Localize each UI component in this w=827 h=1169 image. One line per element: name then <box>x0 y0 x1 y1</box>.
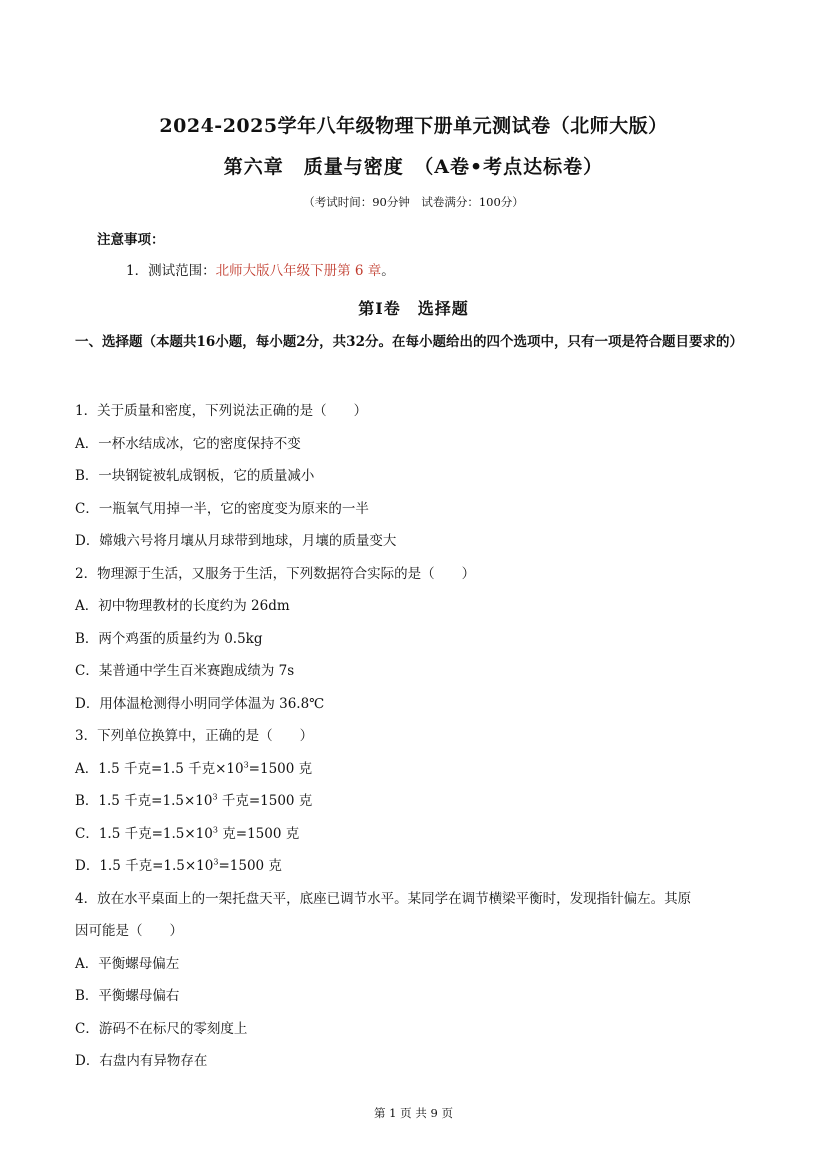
q3-option-a: A．1.5 千克=1.5 千克$\times 10^3=1500$ 克 <box>75 760 313 777</box>
q2-stem: 2．物理源于生活，又服务于生活，下列数据符合实际的是（ ） <box>75 566 476 582</box>
q2-option-b: B．两个鸡蛋的质量约为 0.5kg <box>75 631 263 647</box>
q4-option-b: B．平衡螺母偏右 <box>75 988 180 1004</box>
chapter-title: 第六章 质量与密度 （A卷•考点达标卷） <box>223 156 604 178</box>
notice-heading: 注意事项： <box>97 232 165 248</box>
q3-stem: 3．下列单位换算中，正确的是（ ） <box>75 728 314 744</box>
notice-item-suffix: 。 <box>381 263 395 279</box>
q2-option-d: D．用体温枪测得小明同学体温为 36.8℃ <box>75 696 325 712</box>
q3-option-b: B．1.5 千克$=1.5\times 10^3$ 千克=1500 克 <box>75 792 313 809</box>
q2-option-a: A．初中物理教材的长度约为 26dm <box>75 598 290 614</box>
q4-option-d: D．右盘内有异物存在 <box>75 1053 208 1069</box>
q3-option-c: C．1.5 千克$=1.5\times 10^3$ 克=1500 克 <box>75 825 300 842</box>
exam-info: （考试时间：90分钟 试卷满分：100分） <box>303 195 524 209</box>
part-heading: 一、选择题（本题共16小题，每小题2分，共32分。在每小题给出的四个选项中，只有一项是符合题目要求的） <box>75 334 743 350</box>
notice-item <box>126 259 395 279</box>
q1-option-d: D．嫦娥六号将月壤从月球带到地球，月壤的质量变大 <box>75 533 397 549</box>
q4-stem: 4．放在水平桌面上的一架托盘天平，底座已调节水平。某同学在调节横梁平衡时，发现指针偏左。其原 <box>75 891 692 907</box>
q2-option-c: C．某普通中学生百米赛跑成绩为 7s <box>75 663 295 679</box>
notice-item-range: 北师大版八年级下册第 6 章 <box>215 263 382 279</box>
q1-option-c: C．一瓶氧气用掉一半，它的密度变为原来的一半 <box>75 501 369 517</box>
section-title: 第Ⅰ卷 选择题 <box>358 299 469 318</box>
q1-option-b: B．一块钢锭被轧成钢板，它的质量减小 <box>75 468 315 484</box>
q3-option-d: D．1.5 千克$=1.5\times 10^3=1500$ 克 <box>75 857 282 874</box>
q1-option-a: A．一杯水结成冰，它的密度保持不变 <box>75 436 301 452</box>
q4-option-a: A．平衡螺母偏左 <box>75 956 180 972</box>
notice-item-prefix: 1．测试范围： <box>126 263 216 279</box>
q4-stem-cont: 因可能是（ ） <box>75 923 183 939</box>
page-number: 第 1 页 共 9 页 <box>374 1106 453 1120</box>
paper-title: 2024-2025学年八年级物理下册单元测试卷（北师大版） <box>159 115 668 137</box>
q1-stem: 1．关于质量和密度，下列说法正确的是（ ） <box>75 403 368 419</box>
q4-option-c: C．游码不在标尺的零刻度上 <box>75 1021 248 1037</box>
